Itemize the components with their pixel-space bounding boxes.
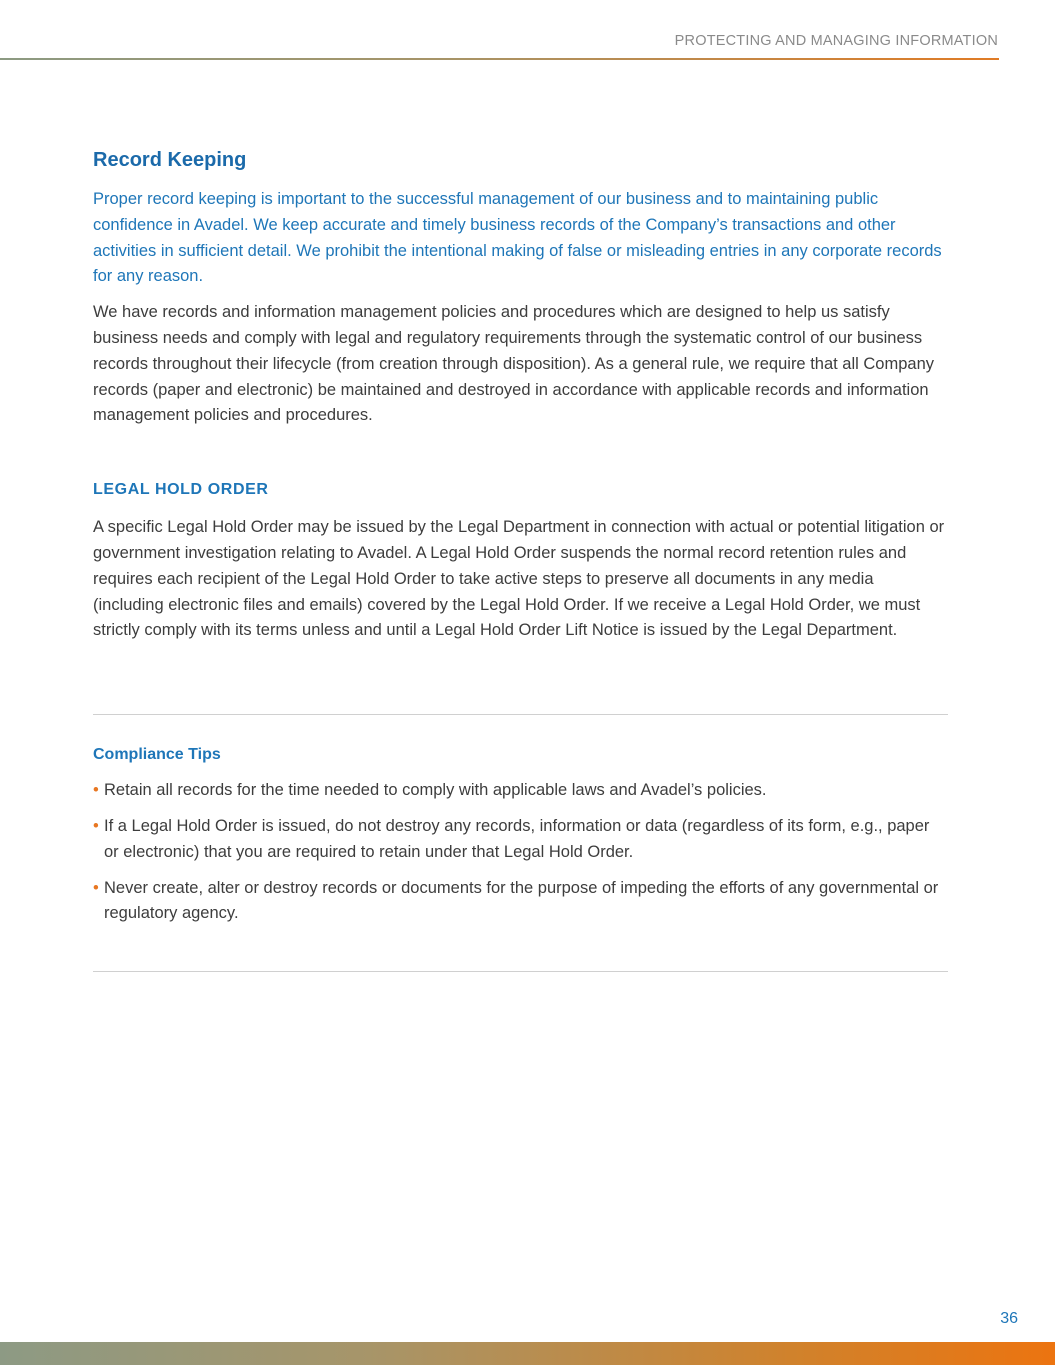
compliance-tips-title: Compliance Tips [93,746,221,764]
bullet-icon: • [93,878,99,897]
bullet-icon: • [93,781,99,800]
page-content [93,146,948,972]
list-item-text: Never create, alter or destroy records or documents for the purpose of impeding the efforts of any governmental or regulatory agency. [104,878,939,923]
running-header: PROTECTING AND MANAGING INFORMATION [674,33,998,49]
tips-divider-top [93,714,948,715]
record-keeping-body: We have records and information management policies and procedures which are designed to help us satisfy business needs and comply with legal and regulatory requirements through the systematic control of our business records throughout their lifecycle (from creation through disposition). As a general rule, we require that all Company records (paper and electronic) be maintained and destroyed in accordance with applicable records and information management policies and procedures. [93,303,935,425]
list-item [93,814,948,866]
tips-divider-bottom [93,971,948,972]
header-rule [0,58,999,60]
subheading-legal-hold-order: LEGAL HOLD ORDER [93,481,269,499]
list-item [93,778,948,804]
bullet-icon: • [93,816,99,835]
section-title-record-keeping: Record Keeping [93,149,247,171]
list-item-text: Retain all records for the time needed to comply with applicable laws and Avadel’s policies. [104,781,767,800]
record-keeping-intro: Proper record keeping is important to the successful management of our business and to maintaining public confidence in Avadel. We keep accurate and timely business records of the Company’s transactions and other activities in sufficient detail. We prohibit the intentional making of false or misleading entries in any corporate records for any reason. [93,190,942,286]
compliance-tips-list [93,778,948,927]
list-item [93,876,948,928]
page-number: 36 [1000,1310,1018,1327]
list-item-text: If a Legal Hold Order is issued, do not destroy any records, information or data (regardless of its form, e.g., paper or electronic) that you are required to retain under that Legal Hold Order. [104,816,930,861]
legal-hold-body: A specific Legal Hold Order may be issued by the Legal Department in connection with actual or potential litigation or government investigation relating to Avadel. A Legal Hold Order suspends the normal record retention rules and requires each recipient of the Legal Hold Order to take active steps to preserve all documents in any media (including electronic files and emails) covered by the Legal Hold Order. If we receive a Legal Hold Order, we must strictly comply with its terms unless and until a Legal Hold Order Lift Notice is issued by the Legal Department. [93,518,945,640]
footer-gradient-bar [0,1342,1055,1365]
